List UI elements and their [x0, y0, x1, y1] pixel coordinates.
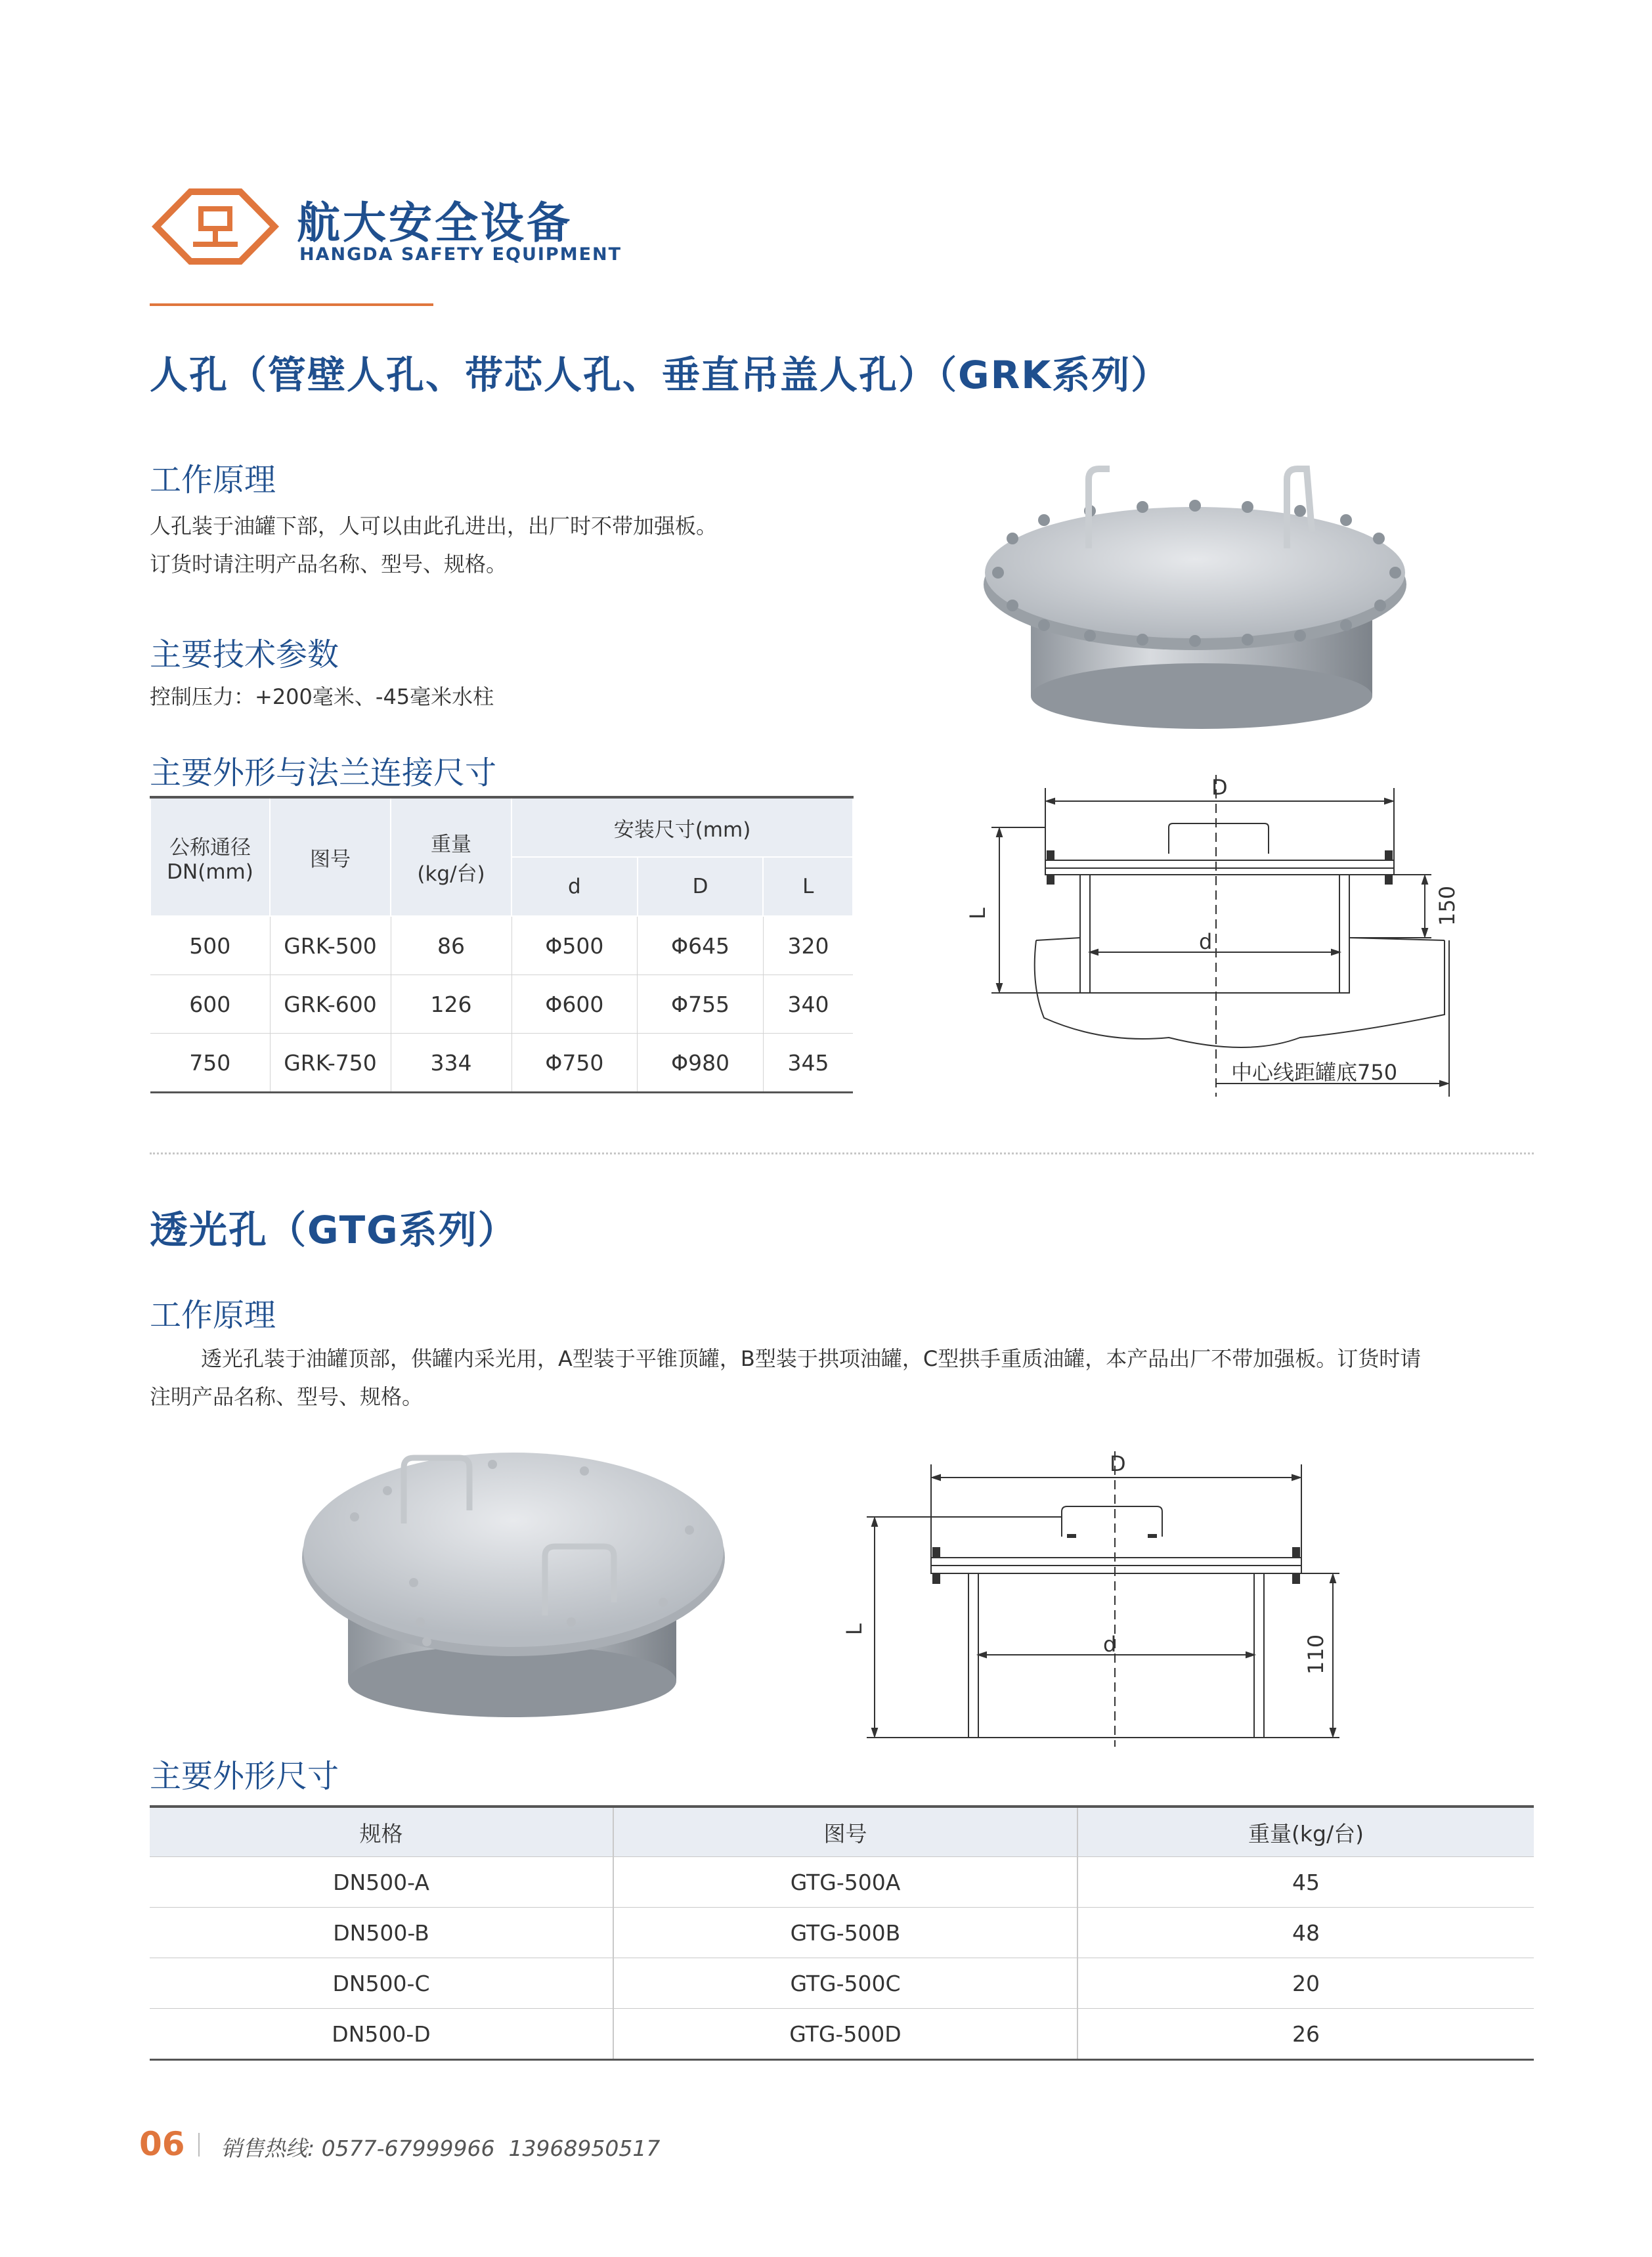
section1-title: 人孔（管壁人孔、带芯人孔、垂直吊盖人孔）（GRK系列） — [150, 353, 1171, 397]
table-row — [150, 975, 853, 1034]
logo-icon — [150, 184, 281, 269]
brand-name: 航大安全设备 — [297, 198, 573, 248]
cell: 750 — [150, 1034, 270, 1093]
diagram-note: 中心线距罐底750 — [1231, 1060, 1398, 1085]
section1-principle-line: 人孔装于油罐下部，人可以由此孔进出，出厂时不带加强板。 — [150, 514, 718, 538]
brand-name-en: HANGDA SAFETY EQUIPMENT — [299, 244, 622, 265]
section-separator — [150, 1152, 1534, 1154]
diagram-label-L: L — [965, 908, 990, 919]
col-spec: 规格 — [150, 1807, 613, 1857]
manhole-photo — [978, 460, 1464, 735]
cell: Φ750 — [511, 1034, 638, 1093]
gtg-table — [150, 1805, 1534, 2061]
logo — [150, 184, 281, 269]
table-row — [150, 1908, 1534, 1958]
cell: 600 — [150, 975, 270, 1034]
cell: Φ600 — [511, 975, 638, 1034]
cell: Φ500 — [511, 916, 638, 975]
table-row — [150, 1857, 1534, 1908]
cell: Φ645 — [638, 916, 764, 975]
col-L: L — [763, 857, 853, 916]
cell: 334 — [391, 1034, 511, 1093]
section2-principle-line: 透光孔装于油罐顶部，供罐内采光用，A型装于平锥顶罐，B型装于拱项油罐，C型拱手重质油罐，本产品出厂不带加强板。订货时请 — [201, 1346, 1422, 1371]
col-install: 安装尺寸(mm) — [511, 797, 853, 857]
cell: GTG-500D — [613, 2009, 1077, 2060]
header-divider — [150, 303, 433, 306]
section2-principle-heading: 工作原理 — [150, 1297, 276, 1334]
cell: DN500-A — [150, 1857, 613, 1908]
cell: GTG-500B — [613, 1908, 1077, 1958]
diagram2-label-D: D — [1110, 1451, 1126, 1476]
section1-principle-heading: 工作原理 — [150, 462, 276, 498]
cell: 45 — [1077, 1857, 1534, 1908]
cell: DN500-C — [150, 1958, 613, 2009]
col-D: D — [638, 857, 764, 916]
col-weight-unit: (kg/台) — [417, 862, 485, 886]
section1-params-heading: 主要技术参数 — [150, 636, 339, 673]
cell: GTG-500C — [613, 1958, 1077, 2009]
cell: GRK-750 — [270, 1034, 391, 1093]
col-weight: 重量(kg/台) — [1077, 1807, 1534, 1857]
col-dn-label: 公称通径 — [169, 835, 251, 860]
sales-hotline: 销售热线: 0577-67999966 13968950517 — [221, 2136, 661, 2161]
col-dn-unit: DN(mm) — [167, 860, 253, 884]
cell: GTG-500A — [613, 1857, 1077, 1908]
section1-params-text: 控制压力：+200毫米、-45毫米水柱 — [150, 684, 494, 709]
diagram-label-D: D — [1211, 775, 1228, 800]
cell: 500 — [150, 916, 270, 975]
cell: 340 — [763, 975, 853, 1034]
col-weight — [391, 797, 511, 916]
table-row — [150, 2009, 1534, 2060]
cell: 345 — [763, 1034, 853, 1093]
footer-divider — [198, 2133, 200, 2157]
cell: 48 — [1077, 1908, 1534, 1958]
diagram2-label-L: L — [842, 1623, 867, 1635]
cell: 126 — [391, 975, 511, 1034]
diagram2-label-height: 110 — [1303, 1634, 1328, 1675]
table-row — [150, 1034, 853, 1093]
cell: DN500-B — [150, 1908, 613, 1958]
diagram-label-d: d — [1199, 929, 1213, 954]
cell: 86 — [391, 916, 511, 975]
cell: GRK-500 — [270, 916, 391, 975]
cell: 26 — [1077, 2009, 1534, 2060]
section2-dims-heading: 主要外形尺寸 — [150, 1758, 339, 1795]
manhole-diagram — [965, 768, 1484, 1123]
col-dn — [150, 797, 270, 916]
col-fig: 图号 — [613, 1807, 1077, 1857]
section2-title: 透光孔（GTG系列） — [150, 1208, 517, 1252]
table-row — [150, 1958, 1534, 2009]
diagram2-label-d: d — [1103, 1632, 1117, 1657]
col-fig: 图号 — [270, 797, 391, 916]
page-number: 06 — [139, 2125, 185, 2163]
grk-table — [150, 796, 854, 1093]
cell: Φ755 — [638, 975, 764, 1034]
cell: 20 — [1077, 1958, 1534, 2009]
lighthole-photo — [295, 1445, 742, 1734]
cell: Φ980 — [638, 1034, 764, 1093]
cell: GRK-600 — [270, 975, 391, 1034]
diagram-label-height: 150 — [1435, 885, 1460, 926]
cell: DN500-D — [150, 2009, 613, 2060]
section2-principle-line: 注明产品名称、型号、规格。 — [150, 1384, 424, 1409]
col-weight-label: 重量 — [431, 833, 471, 856]
lighthole-diagram — [840, 1438, 1379, 1747]
table-row — [150, 916, 853, 975]
cell: 320 — [763, 916, 853, 975]
section1-principle-line: 订货时请注明产品名称、型号、规格。 — [150, 552, 508, 577]
section1-dims-heading: 主要外形与法兰连接尺寸 — [150, 755, 497, 791]
col-d: d — [511, 857, 638, 916]
